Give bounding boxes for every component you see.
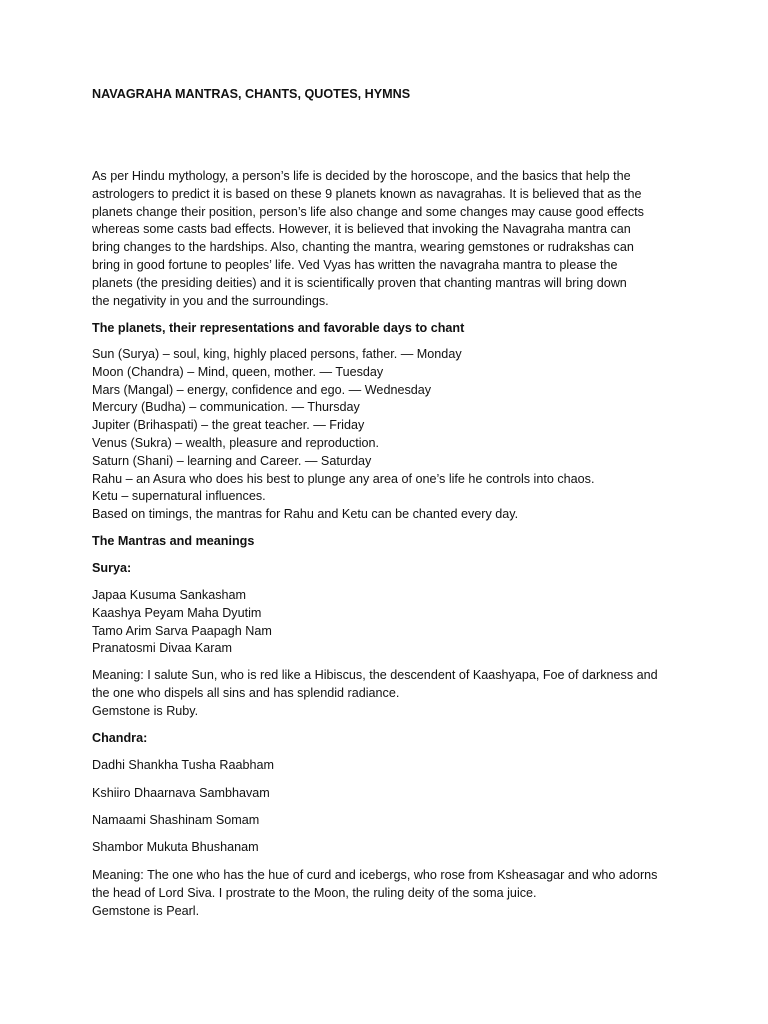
- intro-line: astrologers to predict it is based on these 9 planets known as navagrahas. It is believed that as the: [92, 186, 642, 201]
- surya-meaning: [92, 667, 682, 720]
- mantras-heading: The Mantras and meanings: [92, 534, 255, 548]
- chandra-line-1: Dadhi Shankha Tusha Raabham: [92, 758, 275, 772]
- chandra-heading: Chandra:: [92, 731, 148, 745]
- planets-heading: The planets, their representations and favorable days to chant: [92, 321, 465, 335]
- mantra-line: Tamo Arim Sarva Paapagh Nam: [92, 623, 272, 638]
- planet-item: Sun (Surya) – soul, king, highly placed persons, father. — Monday: [92, 347, 462, 361]
- surya-mantra: [92, 587, 682, 658]
- intro-line: As per Hindu mythology, a person’s life is decided by the horoscope, and the basics that help the: [92, 169, 631, 183]
- meaning-line: the one who dispels all sins and has splendid radiance.: [92, 685, 400, 700]
- surya-heading: Surya:: [92, 561, 132, 575]
- mantra-line: Pranatosmi Divaa Karam: [92, 641, 232, 656]
- planet-item: Mercury (Budha) – communication. — Thursday: [92, 400, 360, 415]
- intro-line: bring changes to the hardships. Also, chanting the mantra, wearing gemstones or rudrakshas can: [92, 240, 634, 255]
- planet-item: Ketu – supernatural influences.: [92, 489, 266, 504]
- chandra-meaning: [92, 867, 682, 920]
- mantra-line: Japaa Kusuma Sankasham: [92, 588, 247, 602]
- meaning-line: the head of Lord Siva. I prostrate to the Moon, the ruling deity of the soma juice.: [92, 885, 537, 900]
- planet-item: Rahu – an Asura who does his best to plunge any area of one’s life he controls into chaos.: [92, 471, 595, 486]
- intro-line: planets change their position, person’s life also change and some changes may cause good effects: [92, 204, 644, 219]
- intro-line: whereas some casts bad effects. However, it is believed that invoking the Navagraha mantra can: [92, 222, 631, 237]
- meaning-line: Meaning: I salute Sun, who is red like a Hibiscus, the descendent of Kaashyapa, Foe of darkness and: [92, 668, 658, 682]
- meaning-line: Meaning: The one who has the hue of curd and icebergs, who rose from Ksheasagar and who adorns: [92, 868, 658, 882]
- mantra-line: Kaashya Peyam Maha Dyutim: [92, 605, 262, 620]
- intro-paragraph: [92, 168, 682, 310]
- planet-item: Mars (Mangal) – energy, confidence and ego. — Wednesday: [92, 382, 432, 397]
- planet-item: Based on timings, the mantras for Rahu and Ketu can be chanted every day.: [92, 507, 519, 522]
- intro-line: planets (the presiding deities) and it is scientifically proven that chanting mantras will bring down: [92, 275, 627, 290]
- planet-item: Moon (Chandra) – Mind, queen, mother. — Tuesday: [92, 364, 384, 379]
- intro-line: bring in good fortune to peoples’ life. Ved Vyas has written the navagraha mantra to please the: [92, 257, 618, 272]
- chandra-line-4: Shambor Mukuta Bhushanam: [92, 840, 259, 854]
- planet-item: Jupiter (Brihaspati) – the great teacher. — Friday: [92, 418, 365, 433]
- gemstone-line: Gemstone is Pearl.: [92, 903, 200, 918]
- document-title: NAVAGRAHA MANTRAS, CHANTS, QUOTES, HYMNS: [92, 87, 411, 101]
- chandra-line-3: Namaami Shashinam Somam: [92, 813, 260, 827]
- planet-item: Saturn (Shani) – learning and Career. — Saturday: [92, 453, 372, 468]
- chandra-line-2: Kshiiro Dhaarnava Sambhavam: [92, 786, 270, 800]
- planets-list: [92, 346, 682, 524]
- gemstone-line: Gemstone is Ruby.: [92, 703, 199, 718]
- planet-item: Venus (Sukra) – wealth, pleasure and reproduction.: [92, 435, 380, 450]
- intro-line: the negativity in you and the surroundings.: [92, 293, 329, 308]
